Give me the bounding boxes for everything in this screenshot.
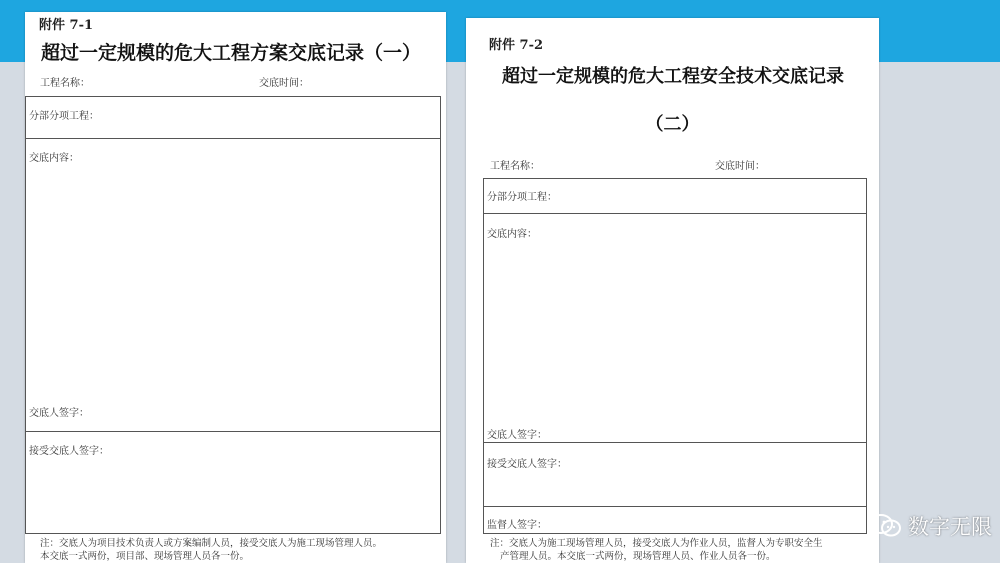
date-label: 交底时间： (715, 161, 765, 172)
form-sheet-7-2 (466, 18, 879, 563)
content-label: 交底内容： (487, 229, 537, 240)
annex-label: 附件 7-1 (39, 18, 94, 33)
form-subtitle: （二） (645, 114, 700, 135)
footnote-line-2: 产管理人员。本交底一式两份，现场管理人员、作业人员各一份。 (500, 551, 776, 562)
subproject-cell (483, 178, 867, 214)
form-title: 超过一定规模的危大工程安全技术交底记录 (502, 66, 844, 87)
form-title: 超过一定规模的危大工程方案交底记录（一） (41, 42, 422, 64)
receiver-signature-label: 接受交底人签字： (487, 459, 567, 470)
footnote (490, 537, 823, 563)
footnote (40, 537, 382, 563)
content-cell (25, 138, 441, 432)
receiver-signature-cell (483, 442, 867, 507)
footnote-line-1: 注：交底人为项目技术负责人或方案编制人员，接受交底人为施工现场管理人员。 (40, 538, 383, 549)
content-cell (483, 213, 867, 443)
watermark-text: 数字无限 (908, 515, 992, 539)
project-name-label: 工程名称： (40, 78, 90, 89)
supervisor-signature-cell (483, 506, 867, 534)
wechat-icon (868, 513, 902, 539)
subproject-cell (25, 96, 441, 139)
presenter-signature-label: 交底人签字： (487, 430, 547, 441)
footnote-line-2: 本交底一式两份，项目部、现场管理人员各一份。 (40, 551, 250, 562)
receiver-signature-cell (25, 431, 441, 534)
subproject-label: 分部分项工程： (487, 192, 557, 203)
annex-label: 附件 7-2 (489, 38, 544, 53)
form-sheet-7-1 (25, 12, 446, 563)
watermark (868, 511, 992, 541)
footnote-line-1: 注：交底人为施工现场管理人员，接受交底人为作业人员，监督人为专职安全生 (490, 538, 823, 549)
content-label: 交底内容： (29, 153, 79, 164)
project-name-label: 工程名称： (490, 161, 540, 172)
subproject-label: 分部分项工程： (29, 111, 99, 122)
receiver-signature-label: 接受交底人签字： (29, 446, 109, 457)
presenter-signature-label: 交底人签字： (29, 408, 89, 419)
date-label: 交底时间： (259, 78, 309, 89)
supervisor-signature-label: 监督人签字： (487, 520, 547, 531)
